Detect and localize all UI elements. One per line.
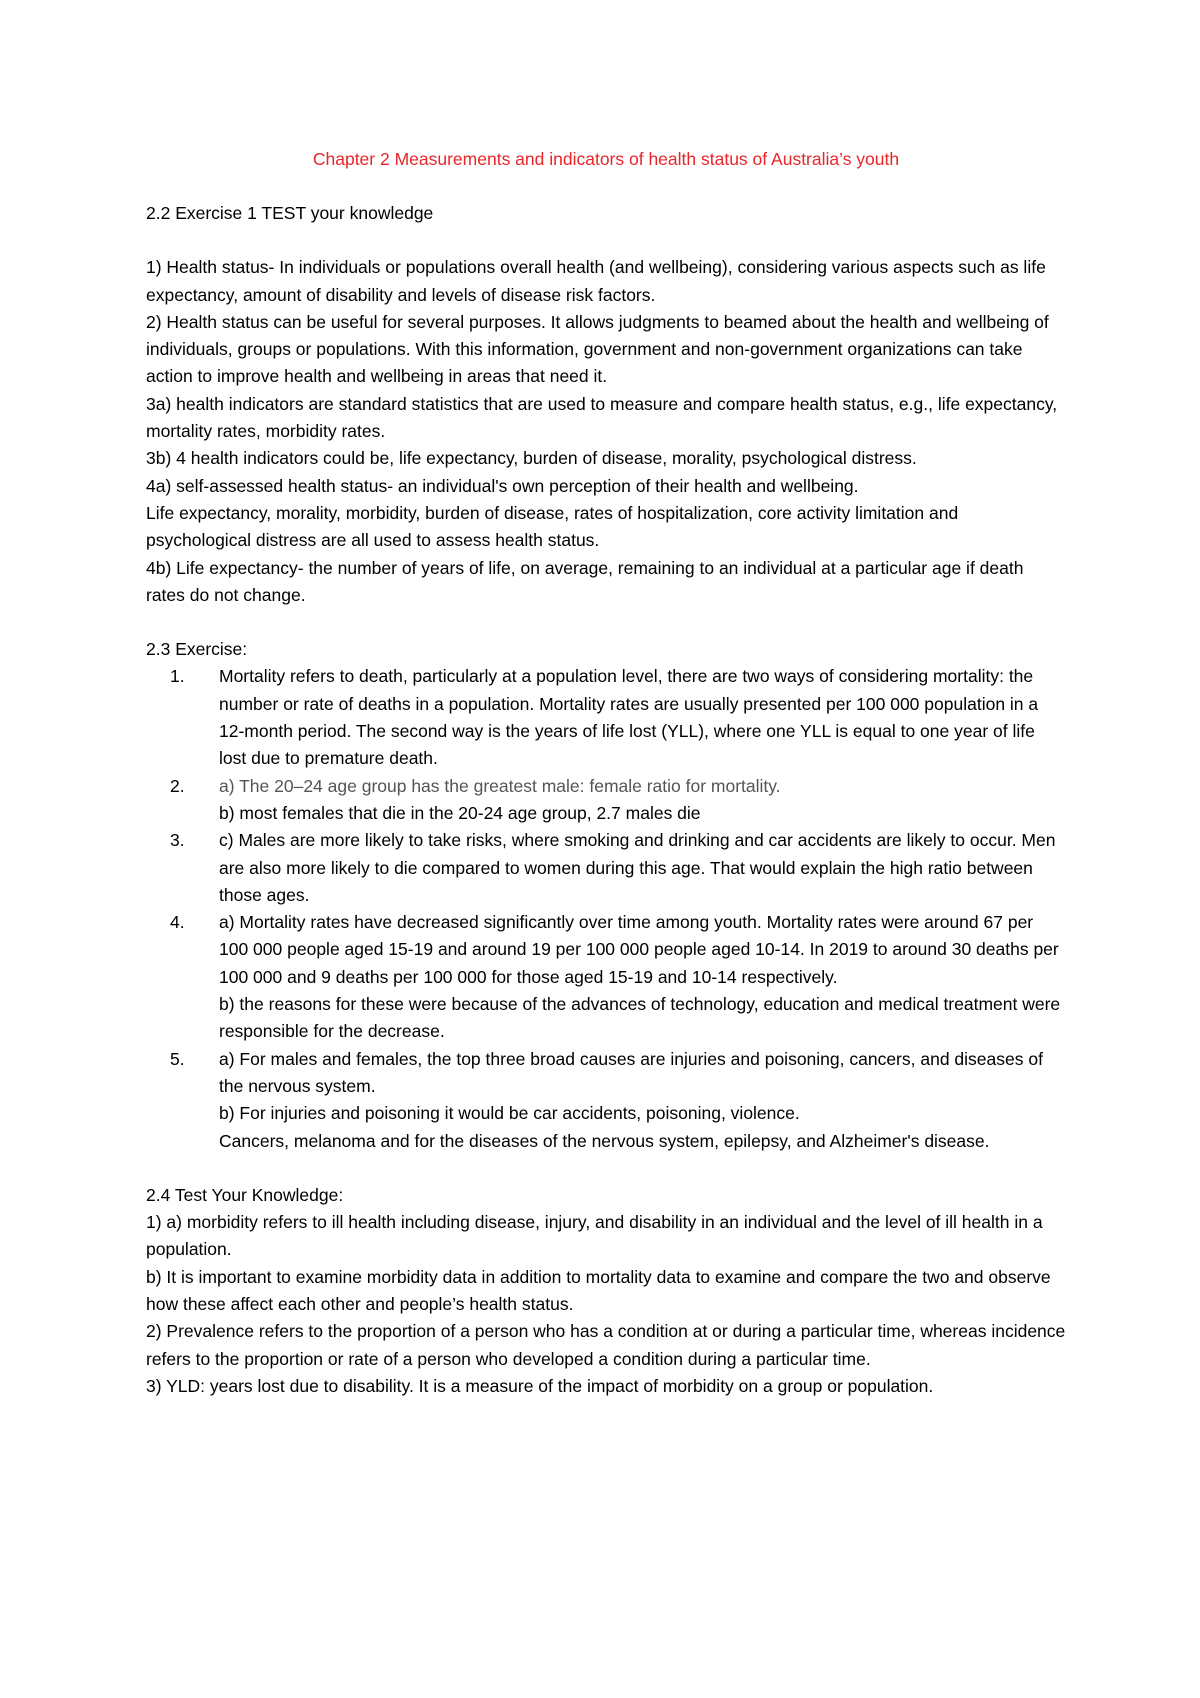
list-item: [146, 773, 1066, 828]
list-item: [146, 1046, 1066, 1155]
exercise-list: [146, 663, 1066, 1154]
answer-2: 2) Prevalence refers to the proportion of a person who has a condition at or during a particular time, whereas incidence refers to the proportion or rate of a person who developed a condition during a particular time.: [146, 1321, 1066, 1369]
list-item-number: 5.: [170, 1048, 185, 1069]
answer-1-b: b) It is important to examine morbidity data in addition to mortality data to examine and compare the two and observe how these affect each other and people’s health status.: [146, 1266, 1051, 1314]
list-item-number: 1.: [170, 666, 185, 687]
list-item-text: Mortality refers to death, particularly at a population level, there are two ways of considering mortality: the number or rate of deaths in a population. Mortality rates are usually presented per 100 000 population in a 12-month period. The second way is the years of life lost (YLL), where one YLL is equal to one year of life lost due to premature death.: [219, 666, 1039, 769]
list-item-number: 4.: [170, 912, 185, 933]
page-title: Chapter 2 Measurements and indicators of health status of Australia’s youth: [312, 149, 900, 169]
list-item: [146, 827, 1066, 909]
answer-4a-cont: Life expectancy, morality, morbidity, burden of disease, rates of hospitalization, core activity limitation and psychological distress are all used to assess health status.: [146, 502, 959, 551]
answer-1-a: 1) a) morbidity refers to ill health including disease, injury, and disability in an individual and the level of ill health in a population.: [146, 1212, 1043, 1260]
document-body: [146, 146, 1066, 1400]
answer-4a: 4a) self-assessed health status- an individual's own perception of their health and wellbeing.: [146, 475, 859, 496]
answer-2: 2) Health status can be useful for several purposes. It allows judgments to beamed about the health and wellbeing of individuals, groups or populations. With this information, government and non-government organizations can take action to improve health and wellbeing in areas that need it.: [146, 311, 1049, 387]
list-item-text: b) the reasons for these were because of the advances of technology, education and medical treatment were responsible for the decrease.: [219, 994, 1061, 1042]
list-item-number: 2.: [170, 775, 185, 796]
section-2-4-heading: 2.4 Test Your Knowledge:: [146, 1184, 344, 1205]
section-2-2-answers: [146, 254, 1066, 609]
list-item-number: 3.: [170, 830, 185, 851]
list-item-text: Cancers, melanoma and for the diseases of the nervous system, epilepsy, and Alzheimer's disease.: [219, 1130, 990, 1151]
list-item: [146, 909, 1066, 1045]
list-item-text: b) most females that die in the 20-24 age group, 2.7 males die: [219, 802, 701, 823]
answer-3: 3) YLD: years lost due to disability. It is a measure of the impact of morbidity on a group or population.: [146, 1375, 934, 1396]
section-2-2-heading: 2.2 Exercise 1 TEST your knowledge: [146, 203, 434, 223]
list-item-text: a) The 20–24 age group has the greatest male: female ratio for mortality.: [219, 775, 781, 796]
list-item-text: a) Mortality rates have decreased significantly over time among youth. Mortality rates were around 67 per 100 000 people aged 15-19 and around 19 per 100 000 people aged 10-14. In 2019 to around 30 deaths per 100 000 and 9 deaths per 100 000 for those aged 15-19 and 10-14 respectively.: [219, 912, 1059, 987]
answer-1: 1) Health status- In individuals or populations overall health (and wellbeing), considering various aspects such as life expectancy, amount of disability and levels of disease risk factors.: [146, 257, 1046, 305]
list-item: [146, 663, 1066, 772]
section-2-3-heading: 2.3 Exercise:: [146, 639, 248, 660]
answer-4b: 4b) Life expectancy- the number of years of life, on average, remaining to an individual at a particular age if death rates do not change.: [146, 557, 1024, 605]
list-item-text: b) For injuries and poisoning it would be car accidents, poisoning, violence.: [219, 1103, 800, 1124]
section-2-4-answers: [146, 1209, 1066, 1400]
list-item-text: a) For males and females, the top three broad causes are injuries and poisoning, cancers, and diseases of the nervous system.: [219, 1048, 1043, 1096]
list-item-text: c) Males are more likely to take risks, where smoking and drinking and car accidents are likely to occur. Men are also more likely to die compared to women during this age. That would explain the high ratio between those ages.: [219, 830, 1056, 905]
answer-3a: 3a) health indicators are standard statistics that are used to measure and compare health status, e.g., life expectancy, mortality rates, morbidity rates.: [146, 393, 1058, 442]
answer-3b: 3b) 4 health indicators could be, life expectancy, burden of disease, morality, psychological distress.: [146, 448, 917, 469]
